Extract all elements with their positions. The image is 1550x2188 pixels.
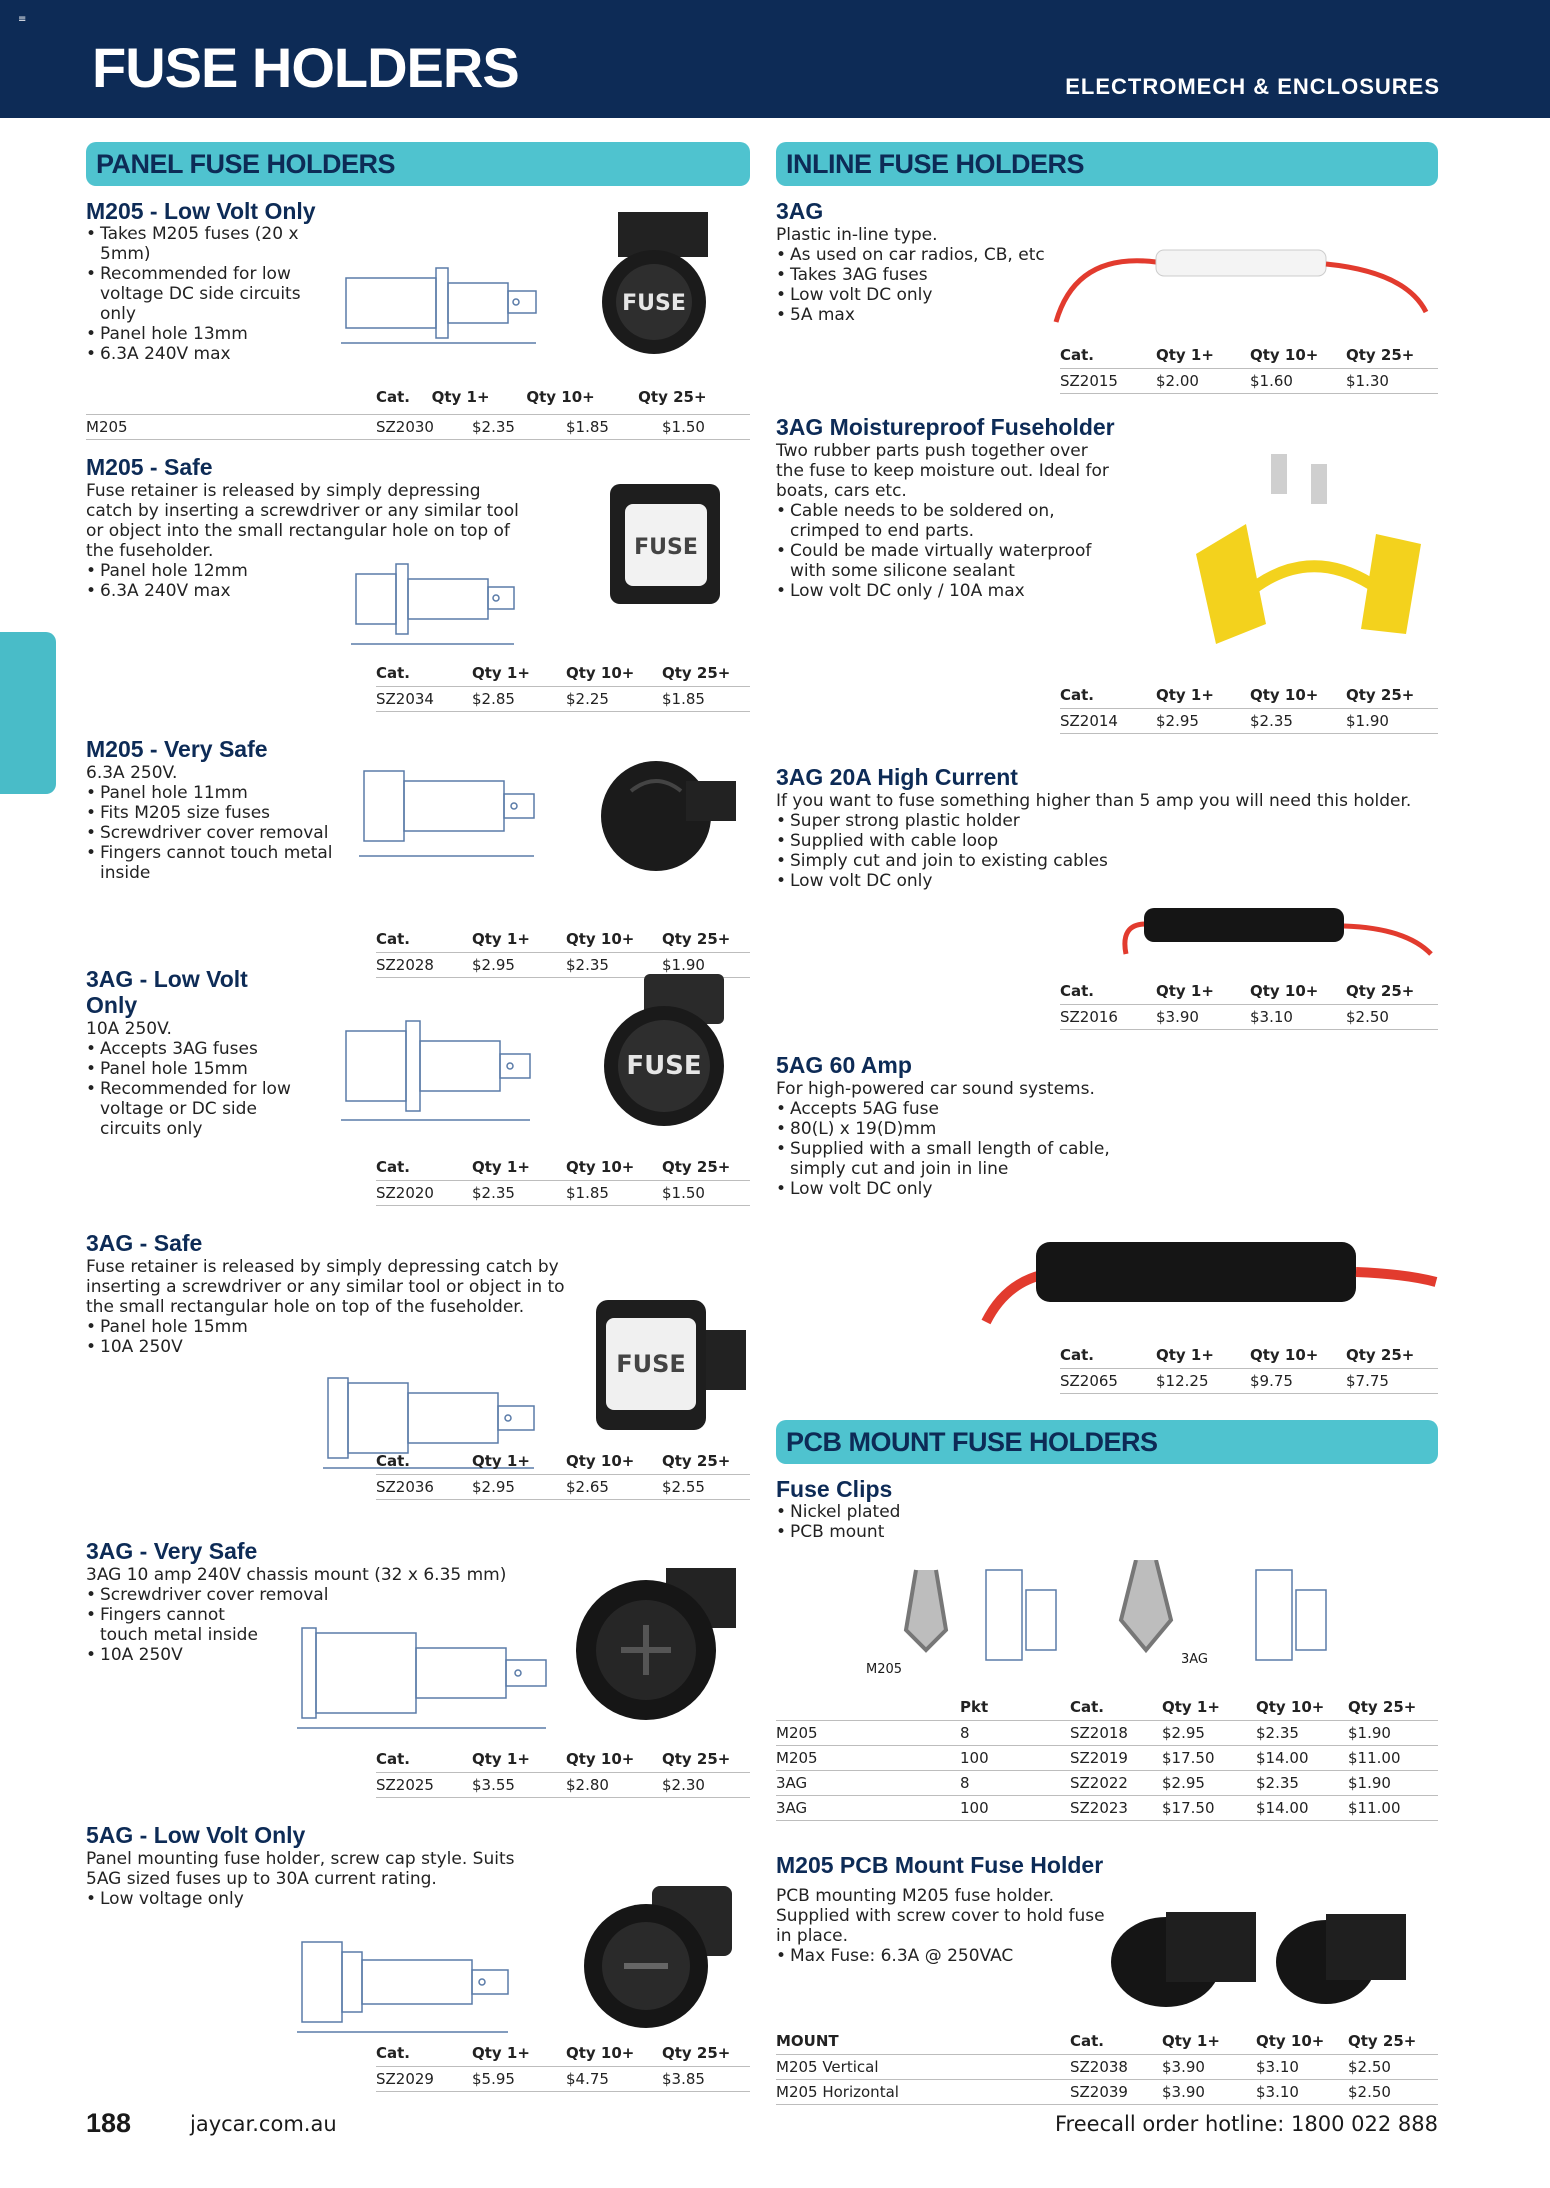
- feature-item: • Nickel plated: [776, 1502, 1036, 1522]
- product-description: If you want to fuse something higher than 5 amp you will need this holder.: [776, 791, 1412, 811]
- feature-list: [86, 1039, 296, 1139]
- feature-item: • Panel hole 15mm: [86, 1059, 296, 1079]
- feature-item: • Low volt DC only: [776, 1179, 1136, 1199]
- feature-list: [86, 1889, 536, 1909]
- feature-item: • Panel hole 15mm: [86, 1317, 586, 1337]
- feature-item: • PCB mount: [776, 1522, 1036, 1542]
- price-table: Cat. Qty 1+ Qty 10+ Qty 25+ SZ2015 $2.00 $1.60 $1.30: [1060, 346, 1438, 394]
- feature-list: [776, 1099, 1136, 1199]
- product-title: M205 - Very Safe: [86, 736, 268, 762]
- feature-list: [776, 1502, 1036, 1542]
- feature-item: • 10A 250V: [86, 1645, 276, 1665]
- pcb-mount-fuse-holders-banner: PCB MOUNT FUSE HOLDERS: [776, 1420, 1438, 1464]
- m205-safe-holder-image: [590, 464, 750, 614]
- feature-item: • Panel hole 13mm: [86, 324, 336, 344]
- fuse-clips-image: [836, 1560, 1436, 1680]
- product-title: 3AG - Very Safe: [86, 1538, 258, 1564]
- feature-item: • Supplied with a small length of cable, simply cut and join in line: [776, 1139, 1136, 1179]
- feature-item: • Screwdriver cover removal: [86, 823, 346, 843]
- panel-fuse-holders-column: [86, 142, 750, 2088]
- dimension-diagram: [346, 554, 586, 654]
- feature-list: [86, 1585, 329, 1665]
- product-3ag-inline: [776, 198, 1438, 398]
- feature-list: [776, 501, 1116, 601]
- panel-fuse-holders-banner: PANEL FUSE HOLDERS: [86, 142, 750, 186]
- 3ag-very-safe-holder-image: [566, 1558, 750, 1728]
- price-table: Cat. Qty 1+ Qty 10+ Qty 25+ SZ2034 $2.85 $2.25 $1.85: [376, 664, 750, 712]
- price-table: Cat. Qty 1+ Qty 10+ Qty 25+ SZ2028 $2.95 $2.35 $1.90: [376, 930, 750, 978]
- feature-list: [776, 245, 1076, 325]
- product-m205-very-safe: [86, 736, 750, 976]
- feature-item: • Takes 3AG fuses: [776, 265, 1076, 285]
- feature-list: [776, 1946, 1106, 1966]
- 20a-holder-image: [1106, 894, 1438, 974]
- price-table: Pkt Cat. Qty 1+ Qty 10+ Qty 25+ M205 8 SZ2018 $2.95 $2.35 $1.90 M205 100 SZ2019 $17.50 $14.00 $11.00 3AG 8 SZ2022 $2.95 $2.35 $1.90 3AG 100 SZ2023 $17.50 $14.00 $11.00: [776, 1698, 1438, 1821]
- feature-item: • As used on car radios, CB, etc: [776, 245, 1076, 265]
- feature-item: • Panel hole 11mm: [86, 783, 346, 803]
- hotline-text: Freecall order hotline: 1800 022 888: [1055, 2112, 1438, 2136]
- price-table: Cat. Qty 1+ Qty 10+ Qty 25+ SZ2020 $2.35 $1.85 $1.50: [376, 1158, 750, 1206]
- feature-item: • 5A max: [776, 305, 1076, 325]
- product-title: 3AG - Low Volt Only: [86, 966, 248, 1018]
- fuse-label: FUSE: [616, 1350, 686, 1378]
- feature-list: [86, 224, 336, 364]
- feature-item: • Fits M205 size fuses: [86, 803, 346, 823]
- feature-list: [86, 783, 346, 883]
- feature-item: • 10A 250V: [86, 1337, 586, 1357]
- 3ag-clip-label: 3AG: [1181, 1652, 1209, 1667]
- feature-item: • Takes M205 fuses (20 x 5mm): [86, 224, 336, 264]
- product-description: Two rubber parts push together over the fuse to keep moisture out. Ideal for boats, cars etc.: [776, 441, 1109, 501]
- feature-item: • Could be made virtually waterproof with some silicone sealant: [776, 541, 1116, 581]
- feature-item: • Supplied with cable loop: [776, 831, 1438, 851]
- feature-item: • Recommended for low voltage or DC side circuits only: [86, 1079, 296, 1139]
- feature-item: • 6.3A 240V max: [86, 581, 526, 601]
- m205-very-safe-holder-image: [586, 746, 746, 876]
- product-m205-low-volt: [86, 198, 750, 436]
- price-table: MOUNT Cat. Qty 1+ Qty 10+ Qty 25+ M205 Vertical SZ2038 $3.90 $3.10 $2.50 M205 Horizontal SZ2039 $3.90 $3.10 $2.50: [776, 2032, 1438, 2105]
- feature-item: • Fingers cannot touch metal inside: [86, 1605, 276, 1645]
- dimension-diagram: [354, 756, 574, 866]
- m205-holder-image: [576, 202, 746, 362]
- 5ag-holder-image: [976, 1222, 1438, 1332]
- product-title: M205 - Safe: [86, 454, 213, 480]
- fuse-label: FUSE: [626, 1051, 702, 1081]
- product-description: Panel mounting fuse holder, screw cap style. Suits 5AG sized fuses up to 30A current rating.: [86, 1849, 515, 1889]
- feature-list: [86, 1317, 586, 1357]
- product-3ag-20a: [776, 764, 1438, 1030]
- feature-item: • Panel hole 12mm: [86, 561, 526, 581]
- product-title: M205 PCB Mount Fuse Holder: [776, 1852, 1104, 1878]
- product-fuse-clips: [776, 1476, 1438, 1830]
- page-number: 188: [86, 2108, 132, 2138]
- page-title: FUSE HOLDERS: [92, 36, 519, 99]
- dimension-diagram: [326, 1016, 576, 1126]
- price-table: Cat. Qty 1+ Qty 10+ Qty 25+ SZ2014 $2.95 $2.35 $1.90: [1060, 686, 1438, 734]
- product-title: 3AG - Safe: [86, 1230, 203, 1256]
- product-title: 5AG 60 Amp: [776, 1052, 912, 1078]
- product-title: M205 - Low Volt Only: [86, 198, 316, 224]
- pcb-mount-holder-image: [1096, 1892, 1438, 2022]
- dimension-diagram: [282, 1932, 602, 2042]
- product-3ag-low-volt: [86, 966, 750, 1216]
- page-footer: [86, 2108, 1438, 2144]
- product-title: 3AG: [776, 198, 824, 224]
- section-title: ELECTROMECH & ENCLOSURES: [1065, 74, 1440, 99]
- product-description: PCB mounting M205 fuse holder. Supplied with screw cover to hold fuse in place.: [776, 1886, 1105, 1946]
- price-table: Cat. Qty 1+ Qty 10+ Qty 25+ SZ2036 $2.95 $2.65 $2.55: [376, 1452, 750, 1500]
- product-3ag-moistureproof: [776, 414, 1438, 744]
- price-table: Cat. Qty 1+ Qty 10+ Qty 25+ SZ2065 $12.25 $9.75 $7.75: [1060, 1346, 1438, 1394]
- fuse-label: FUSE: [622, 291, 686, 316]
- product-description: 6.3A 250V.: [86, 763, 178, 783]
- fuse-label: FUSE: [634, 535, 698, 560]
- feature-item: • Low voltage only: [86, 1889, 536, 1909]
- feature-item: • Accepts 3AG fuses: [86, 1039, 296, 1059]
- page-header: [0, 0, 1550, 118]
- dimension-diagram: [282, 1618, 582, 1738]
- 3ag-holder-image: [584, 966, 750, 1136]
- feature-item: • 80(L) x 19(D)mm: [776, 1119, 1136, 1139]
- feature-item: • Cable needs to be soldered on, crimped to end parts.: [776, 501, 1116, 541]
- feature-item: • Max Fuse: 6.3A @ 250VAC: [776, 1946, 1106, 1966]
- m205-clip-label: M205: [866, 1662, 903, 1677]
- moistureproof-holder-image: [1176, 434, 1438, 694]
- inline-fuse-holders-column: [776, 142, 1438, 2101]
- feature-item: • Low volt DC only / 10A max: [776, 581, 1116, 601]
- feature-item: • 6.3A 240V max: [86, 344, 336, 364]
- product-description: Fuse retainer is released by simply depressing catch by inserting a screwdriver or any similar tool or object in to the small rectangular hole on top of the fuseholder.: [86, 1257, 565, 1317]
- price-table: Cat. Qty 1+ Qty 10+ Qty 25+ SZ2025 $3.55 $2.80 $2.30: [376, 1750, 750, 1798]
- price-table: Cat. Qty 1+ Qty 10+ Qty 25+ SZ2016 $3.90 $3.10 $2.50: [1060, 982, 1438, 1030]
- product-description: Plastic in-line type.: [776, 225, 938, 245]
- product-3ag-very-safe: [86, 1538, 750, 1794]
- product-description: Fuse retainer is released by simply depressing catch by inserting a screwdriver or any similar tool or object into the small rectangular hole on top of the fuseholder.: [86, 481, 519, 561]
- product-5ag-low-volt: [86, 1822, 750, 2086]
- product-5ag-60-amp: [776, 1052, 1438, 1392]
- product-3ag-safe: [86, 1230, 750, 1506]
- product-m205-safe: [86, 454, 750, 714]
- price-table: Cat. Qty 1+ Qty 10+ Qty 25+: [376, 388, 707, 406]
- side-tab[interactable]: [0, 632, 56, 794]
- inline-fuse-holders-banner: INLINE FUSE HOLDERS: [776, 142, 1438, 186]
- feature-list: [776, 811, 1438, 891]
- feature-item: • Fingers cannot touch metal inside: [86, 843, 346, 883]
- dimension-diagram: [326, 258, 576, 358]
- 3ag-safe-holder-image: [586, 1290, 750, 1440]
- product-description: 3AG 10 amp 240V chassis mount (32 x 6.35 mm): [86, 1565, 507, 1585]
- product-title: 5AG - Low Volt Only: [86, 1822, 306, 1848]
- price-table: Cat. Qty 1+ Qty 10+ Qty 25+ SZ2029 $5.95 $4.75 $3.85: [376, 2044, 750, 2092]
- menu-icon[interactable]: ≡: [18, 14, 27, 25]
- feature-item: • Low volt DC only: [776, 285, 1076, 305]
- product-description: 10A 250V.: [86, 1019, 172, 1039]
- website-link[interactable]: jaycar.com.au: [190, 2112, 337, 2136]
- feature-item: • Super strong plastic holder: [776, 811, 1438, 831]
- feature-item: • Recommended for low voltage DC side circuits only: [86, 264, 336, 324]
- product-title: 3AG 20A High Current: [776, 764, 1018, 790]
- feature-item: • Accepts 5AG fuse: [776, 1099, 1136, 1119]
- feature-item: • Screwdriver cover removal: [86, 1585, 276, 1605]
- 5ag-holder-image: [582, 1866, 750, 2036]
- product-title: 3AG Moistureproof Fuseholder: [776, 414, 1115, 440]
- feature-item: • Simply cut and join to existing cables: [776, 851, 1438, 871]
- product-title: Fuse Clips: [776, 1476, 893, 1502]
- price-row: M205 SZ2030 $2.35 $1.85 $1.50: [86, 414, 750, 440]
- feature-item: • Low volt DC only: [776, 871, 1438, 891]
- product-m205-pcb-mount: [776, 1852, 1438, 2101]
- product-description: For high-powered car sound systems.: [776, 1079, 1095, 1099]
- 3ag-inline-holder-image: [1046, 222, 1438, 332]
